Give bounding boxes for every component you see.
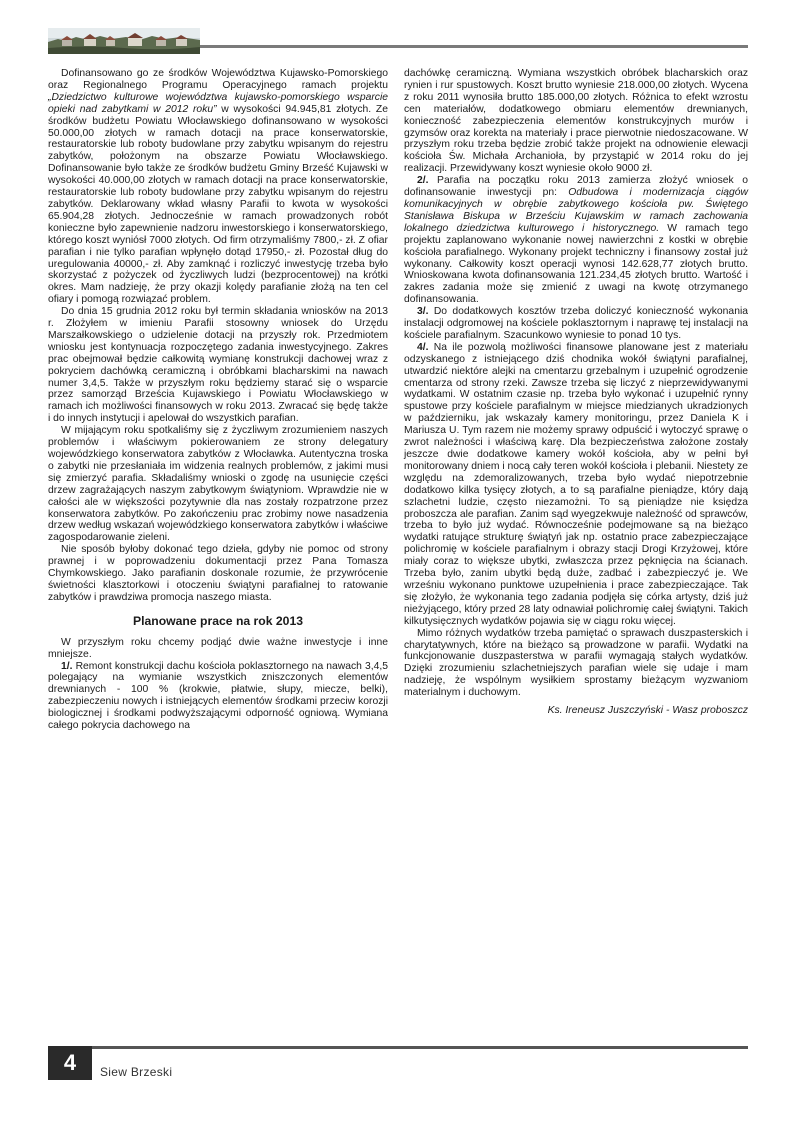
header-rule [200,45,748,48]
publication-name: Siew Brzeski [100,1065,173,1079]
section-heading: Planowane prace na rok 2013 [132,613,304,628]
paragraph-item-1-continued: dachówkę ceramiczną. Wymiana wszystkich obróbek blacharskich oraz rynien i rur spustowych. Koszt brutto wyniesie 218.000,00 złotych. Wycena z roku 2011 wynosiła brutto 185.000,00 złotych. Różnica to efekt wzrostu cen materiałów, dodatkowego obmiaru elementów drewnianych, konieczność zabezpieczenia elementów konstrukcyjnych murów i gzymsów oraz korekta na materiały i prace pierwotnie niedoszacowane. W przyszłym roku trzeba będzie zrobić także projekt na odnowienie elewacji kościoła Św. Michała Archanioła, by przystąpić w 2014 roku do jej realizacji. Przewidywany koszt wyniesie około 9000 zł. [404,68,748,175]
paragraph-thanks: Nie sposób byłoby dokonać tego dzieła, gdyby nie pomoc od strony prawnej i w poprowadzeniu dokumentacji przez Pana Tomasza Chymkowskiego. Jako parafianin doskonale rozumie, że przywrócenie świetności klasztorkowi i otoczeniu świątyni parafialnej to ratowanie zabytków i prawdziwa promocja naszego miasta. [48,544,388,603]
paragraph-plans-intro: W przyszłym roku chcemy podjąć dwie ważne inwestycje i inne mniejsze. [48,636,388,660]
item-number: 1/. [61,660,73,672]
header-strip [48,28,748,54]
left-column [48,68,388,732]
item-number: 3/. [417,306,429,318]
header-village-photo [48,28,200,54]
paragraph-item-3: 3/. Do dodatkowych kosztów trzeba doliczyć konieczność wykonania instalacji odgromowej na kościele poklasztornym i naprawę tej instalacji na kościele parafialnym. Szacunkowo wyniesie to ponad 10 tys. [404,306,748,341]
signature: Ks. Ireneusz Juszczyński - Wasz proboszcz [547,705,748,717]
paragraph-item-1: 1/. Remont konstrukcji dachu kościoła poklasztornego na nawach 3,4,5 polegający na wymianie wszystkich zniszczonych elementów drewnianych - 100 % (krokwie, płatwie, słupy, miecze, belki), zabezpieczeniu nowych i istniejących elementów środkami przeciw korozji biologicznej i środkami podwyższającymi odporność ogniową. Wymiana całego pokrycia dachowego na [48,660,388,732]
item-number: 4/. [417,341,429,353]
paragraph-funding: Dofinansowano go ze środków Województwa Kujawsko-Pomorskiego oraz Regionalnego Programu Operacyjnego ramach projektu „Dziedzictwo kulturowe województwa kujawsko-pomorskiego wsparcie opieki nad zabytkami w 2012 roku” w wysokości 94.945,81 złotych. Ze środków budżetu Powiatu Włocławskiego dofinansowano w wysokości 50.000,00 złotych w ramach dotacji na prace konserwatorskie, restauratorskie lub roboty budowlane przy zabytku wpisanym do rejestru zabytków, położonym na obszarze Powiatu Włocławskiego. Dofinansowanie było także ze środków budżetu Gminy Brześć Kujawski w wysokości 40.000,00 złotych w ramach dotacji na prace konserwatorskie, restauratorskie lub roboty budowlane przy zabytku wpisanym do rejestru zabytków. Deklarowany wkład własny Parafii to kwota w wysokości 65.904,28 złotych. Jednocześnie w ramach prowadzonych robót konieczne było zapewnienie nadzoru inwestorskiego i konserwatorskiego, którego koszt wyniósł 7000 złotych. Od firm otrzymaliśmy 7800,- zł. Z ofiar parafian i nie tylko parafian wpłynęło dotąd 17950,- zł. Pozostał dług do uregulowania 40000,- zł. Aby zamknąć i rozliczyć inwestycję trzeba było skorzystać z pożyczek od życzliwych ludzi (bezprocentowej) na krótki okres. Mam nadzieję, że przy okazji kolędy parafianie złożą na ten cel ofiary i pomogą rozwiązać problem. [48,68,388,306]
project-name-italic: Odbudowa i modernizacja ciągów komunikacyjnych w obrębie zabytkowego kościoła pw. Świętego Stanisława Biskupa w Brześciu Kujawskim w ramach zachowania lokalnego dziedzictwa kulturowego i historycznego. [404,187,748,234]
paragraph-item-2: 2/. Parafia na początku roku 2013 zamierza złożyć wniosek o dofinansowanie inwestycji pn: Odbudowa i modernizacja ciągów komunikacyjnych w obrębie zabytkowego kościoła pw. Świętego Stanisława Biskupa w Brześciu Kujawskim w ramach zachowania lokalnego dziedzictwa kulturowego i historycznego. W ramach tego projektu zaplanowano wykonanie nowej nawierzchni z kostki w obrębie kościoła parafialnego. Wykonany projekt techniczny i finansowy został już wykonany. Całkowity koszt operacji wynosi 142.628,77 złotych brutto. Wnioskowana kwota dofinansowania 121.234,45 złotych brutto. Wartość i zakres zadania może się zmienić z uwagi na kwotę otrzymanego dofinansowania. [404,175,748,306]
right-column [404,68,748,717]
project-title-italic: „Dziedzictwo kulturowe województwa kujawsko-pomorskiego wsparcie opieki nad zabytkami w 2012 roku” [48,91,388,115]
paragraph-closing: Mimo różnych wydatków trzeba pamiętać o sprawach duszpasterskich i charytatywnych, które na bieżąco są prowadzone w parafii. Wydatki na funkcjonowanie duszpasterstwa w parafii wymagają stałych wydatków. Dzięki zrozumieniu szlachetniejszych parafian wiele się udaje i mam nadzieję, że wspólnym wysiłkiem sprostamy bieżącym wyzwaniom materialnym i duchowym. [404,627,748,699]
paragraph-conservator: W mijającym roku spotkaliśmy się z życzliwym zrozumieniem naszych problemów i właściwym pokierowaniem ze strony delegatury wojewódzkiego konserwatora zabytków z Włocławka. Autentyczna troska o zabytki nie przesłaniała im widzenia realnych problemów, z jakimi musi się zmierzyć parafia. Składaliśmy wnioski o zgodę na usunięcie części drzew zagrażających naszym zabytkowym świątyniom. Wprawdzie nie w całości ale w większości pozytywnie dla nas zostały rozpatrzone przez konserwatora zabytków. Po zakończeniu prac zrobimy nowe nasadzenia drzew według wskazań wojewódzkiego konserwatora zabytków i właściwe zagospodarowanie zieleni. [48,425,388,544]
item-number: 2/. [417,175,429,187]
footer-rule [48,1046,748,1049]
page-number: 4 [48,1046,92,1080]
paragraph-application: Do dnia 15 grudnia 2012 roku był termin składania wniosków na 2013 r. Złożyłem w imieniu Parafii stosowny wniosek do Urzędu Marszałkowskiego o udzielenie dotacji na przyszły rok. Przedmiotem wniosku jest kontynuacja rozpoczętego zadania inwestycyjnego. Zakres prac obejmował będzie całkowitą wymianę konstrukcji dachowej wraz z pokryciem dachówką ceramiczną i obróbkami blacharskimi na nawach numer 3,4,5. Także w przyszłym roku będziemy starać się o wsparcie przez samorząd Brześcia Kujawskiego i Powiatu Włocławskiego w ramach ich możliwości finansowych w roku 2013. Zwracać się będę także i do innych instytucji i apelował do wszystkich parafian. [48,306,388,425]
paragraph-item-4: 4/. Na ile pozwolą możliwości finansowe planowane jest z materiału odzyskanego z istniejącego dziś chodnika wokół świątyni parafialnej, utwardzić niektóre alejki na cmentarzu grzebalnym i uzupełnić ogrodzenie cmentarza od strony rzeki. Zawsze trzeba się liczyć z nieprzewidywanymi wydatkami. W ostatnim czasie np. trzeba było wykonać i uzupełnić rynny spustowe przy kościele parafialnym w miejsce miedzianych ukradzionych w październiku, jak wskazały kamery monitoringu, przez Daniela K i Mariusza U. Tym razem nie możemy sprawy odpuścić i wytoczyć sprawę o zwrot należności i właściwą karę. Dla bezpieczeństwa założone zostały jeszcze dwie dodatkowe kamery wokół kościoła, aby w pełni był monitorowany dniem i nocą cały teren wokół kościoła i plebanii. Niestety ze względu na zdemoralizowanych, trzeba było wydać niepotrzebnie dodatkowo kilka tysięcy złotych, a to są parafialne pieniądze, który dają szlachetni ludzie, często niezamożni. To są pieniądze nie księdza proboszcza ale parafian. Zanim sąd wyegzekwuje należność od sprawców, trzeba to było już wydać. Równocześnie podejmowane są na bieżąco wydatki ratujące strukturę świątyń jak np. ostatnio prace zabezpieczające polichromię w kościele parafialnym i obrazy stacji Drogi Krzyżowej, które miały coraz to większe ubytki, zwłaszcza przez pęknięcia na ścianach. Trzeba było, zanim ubytki będą duże, zadbać i zabezpieczyć je. We wrześniu wykonano punktowe uzupełnienia i prace zabezpieczające. Tak się złożyło, że wykonania tego zadania podjęła się córka artysty, dziś już nieżyjącego, który przed 28 laty odnawiał polichromię całej świątyni. Takich kilkutysięcznych wydatków pojawia się w ciągu roku więcej. [404,341,748,627]
